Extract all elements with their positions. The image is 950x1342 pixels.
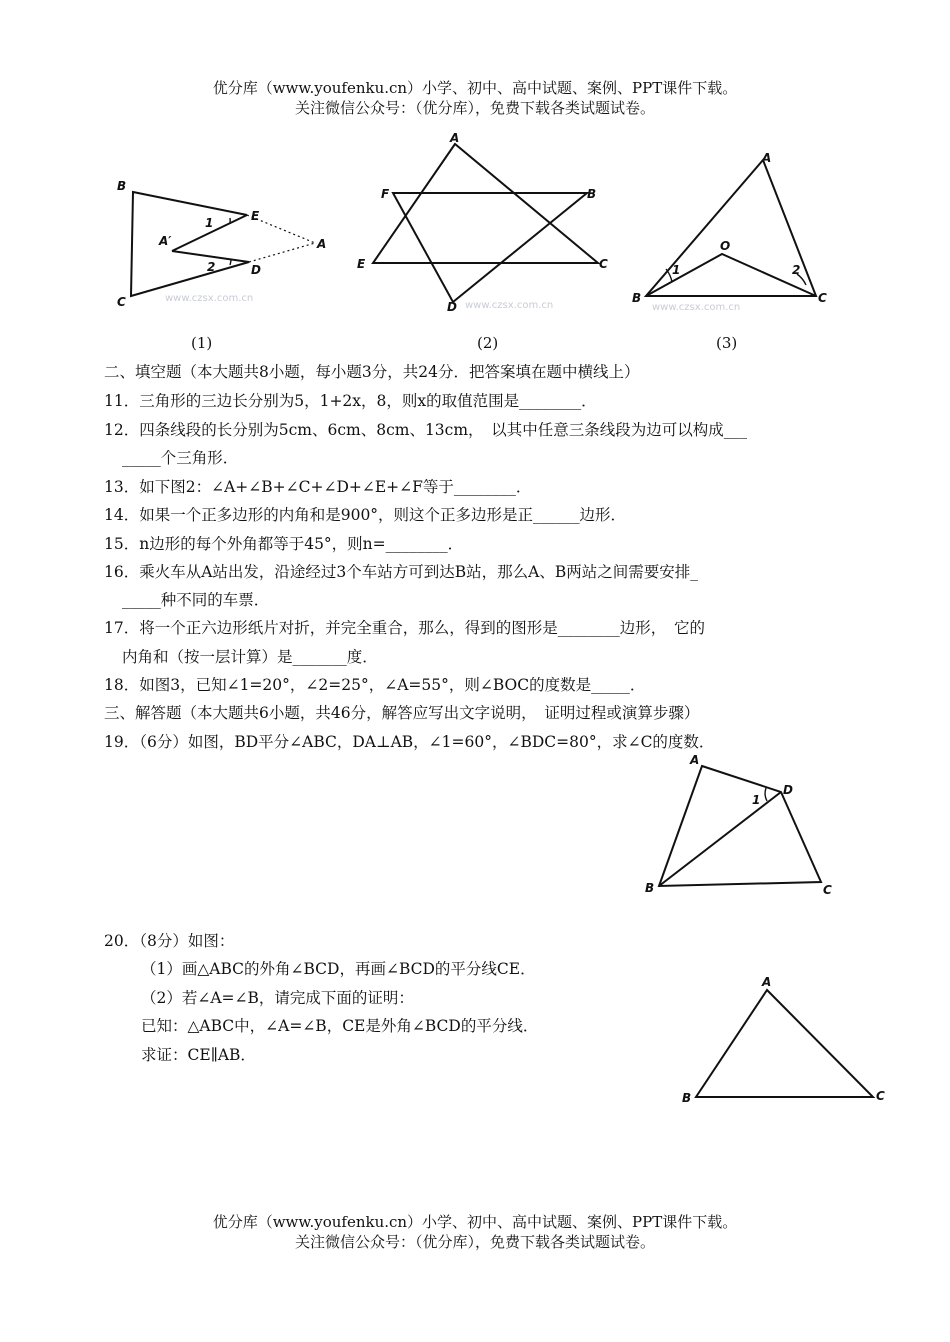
question-16-line-2: _____种不同的车票．: [122, 591, 270, 609]
fig19-label-1: 1: [752, 793, 761, 807]
fig1-label-Aprime: A′: [159, 234, 172, 248]
question-11: 11．三角形的三边长分别为5，1+2x，8，则x的取值范围是________．: [104, 392, 597, 410]
section-3-title: 三、解答题（本大题共6小题，共46分，解答应写出文字说明， 证明过程或演算步骤）: [104, 704, 700, 722]
fig1-outline: [131, 192, 249, 296]
figure-1-caption: (1): [191, 334, 213, 352]
question-19: 19．（6分）如图，BD平分∠ABC，DA⊥AB，∠1=60°，∠BDC=80°，求∠C的度数．: [104, 733, 715, 751]
figure-2: [355, 130, 615, 314]
footer-line-2: 关注微信公众号：（优分库），免费下载各类试题试卷。: [294, 1233, 655, 1251]
fig2-label-B: B: [587, 187, 597, 201]
figure-2-caption: (2): [477, 334, 499, 352]
fig19-diagonal-bd: [659, 792, 781, 886]
fig19-angle-arc-1: [765, 788, 767, 801]
fig1-label-1: 1: [205, 216, 214, 230]
section-2-title: 二、填空题（本大题共8小题，每小题3分，共24分．把答案填在题中横线上）: [104, 363, 640, 381]
fig2-triangle-fbd: [393, 193, 587, 302]
fig20-label-C: C: [876, 1089, 885, 1103]
fig3-watermark: www.czsx.com.cn: [652, 302, 741, 313]
figure-q19: [640, 752, 840, 902]
fig2-watermark: www.czsx.com.cn: [465, 300, 554, 311]
fig1-watermark: www.czsx.com.cn: [165, 293, 254, 304]
fig19-label-B: B: [645, 881, 655, 895]
fig1-label-C: C: [117, 295, 126, 309]
figure-1: [105, 170, 345, 330]
fig3-label-1: 1: [672, 263, 681, 277]
fig1-label-B: B: [117, 179, 127, 193]
question-20-part-1: （1）画△ABC的外角∠BCD，再画∠BCD的平分线CE．: [141, 960, 536, 978]
fig1-label-D: D: [251, 263, 261, 277]
fig1-dotted-da: [249, 243, 315, 262]
question-14: 14．如果一个正多边形的内角和是900°，则这个正多边形是正______边形．: [104, 506, 627, 524]
fig3-label-C: C: [818, 291, 827, 305]
question-16-line-1: 16．乘火车从A站出发，沿途经过3个车站方可到达B站，那么A、B两站之间需要安排_: [104, 563, 699, 581]
fig2-label-F: F: [381, 187, 390, 201]
question-18: 18．如图3，已知∠1=20°，∠2=25°，∠A=55°，则∠BOC的度数是_____．: [104, 676, 646, 694]
fig2-label-A: A: [450, 131, 460, 145]
fig1-label-A: A: [317, 237, 327, 251]
question-15: 15．n边形的每个外角都等于45°，则n=________．: [104, 535, 464, 553]
fig3-label-A: A: [762, 151, 772, 165]
fig3-label-O: O: [720, 239, 731, 253]
fig2-label-C: C: [599, 257, 608, 271]
fig19-label-D: D: [783, 783, 793, 797]
fig20-label-A: A: [762, 975, 772, 989]
question-17-line-2: 内角和（按一层计算）是_______度．: [122, 648, 378, 666]
fig19-label-C: C: [823, 883, 832, 897]
fig2-label-D: D: [447, 300, 457, 314]
fig1-label-2: 2: [207, 260, 216, 274]
fig3-label-B: B: [632, 291, 642, 305]
header-line-1: 优分库（www.youfenku.cn）小学、初中、高中试题、案例、PPT课件下载。: [212, 79, 738, 97]
question-20-given: 已知：△ABC中，∠A=∠B，CE是外角∠BCD的平分线．: [141, 1017, 539, 1035]
question-20-part-2: （2）若∠A=∠B，请完成下面的证明：: [141, 989, 414, 1007]
fig20-triangle-abc: [696, 990, 873, 1097]
question-17-line-1: 17．将一个正六边形纸片对折，并完全重合，那么，得到的图形是________边形， 它的: [104, 619, 705, 637]
figure-3-caption: (3): [716, 334, 738, 352]
fig2-triangle-ace: [373, 144, 598, 263]
figure-3: [628, 150, 858, 320]
fig1-label-E: E: [251, 209, 260, 223]
question-20-prove: 求证：CE∥AB．: [141, 1046, 256, 1064]
fig19-label-A: A: [690, 753, 700, 767]
question-13: 13．如下图2：∠A+∠B+∠C+∠D+∠E+∠F等于________．: [104, 478, 532, 496]
question-12-line-2: _____个三角形．: [122, 449, 239, 467]
fig20-label-B: B: [682, 1091, 692, 1105]
footer-line-1: 优分库（www.youfenku.cn）小学、初中、高中试题、案例、PPT课件下载。: [212, 1213, 738, 1231]
question-20-title: 20．（8分）如图：: [104, 932, 235, 950]
question-12-line-1: 12．四条线段的长分别为5cm、6cm、8cm、13cm， 以其中任意三条线段为边可以构成___: [104, 421, 748, 439]
fig2-label-E: E: [357, 257, 366, 271]
header-line-2: 关注微信公众号：（优分库），免费下载各类试题试卷。: [294, 99, 655, 117]
fig3-label-2: 2: [792, 263, 801, 277]
figure-q20: [680, 972, 900, 1112]
